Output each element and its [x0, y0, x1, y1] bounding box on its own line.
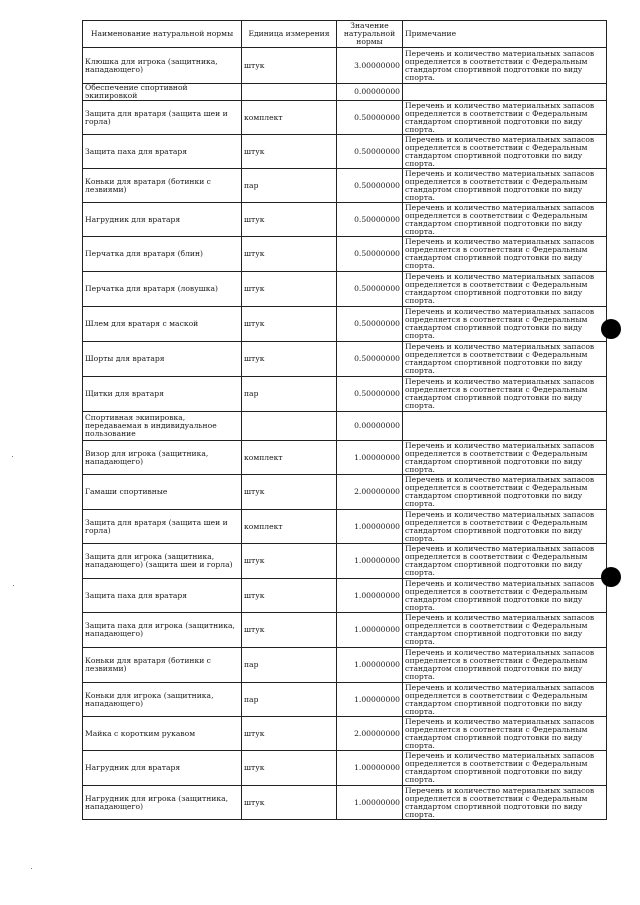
value-cell: 1.00000000	[337, 510, 403, 544]
unit-cell: комплект	[242, 441, 337, 475]
table-row	[83, 203, 607, 237]
unit-cell: штук	[242, 237, 337, 272]
unit-cell: штук	[242, 272, 337, 307]
unit-cell: пар	[242, 648, 337, 683]
table-row	[83, 751, 607, 786]
table-row	[83, 579, 607, 613]
table-row	[83, 441, 607, 475]
name-cell: Перчатка для вратаря (блин)	[83, 237, 242, 272]
value-cell: 0.50000000	[337, 377, 403, 412]
name-cell: Защита паха для вратаря	[83, 135, 242, 169]
table-row	[83, 717, 607, 751]
note-cell: Перечень и количество материальных запасов определяется в соответствии с Федеральным стандартом спортивной подготовки по виду спорта.	[403, 307, 607, 342]
note-cell: Перечень и количество материальных запасов определяется в соответствии с Федеральным стандартом спортивной подготовки по виду спорта.	[403, 135, 607, 169]
note-cell: Перечень и количество материальных запасов определяется в соответствии с Федеральным стандартом спортивной подготовки по виду спорта.	[403, 441, 607, 475]
note-cell: Перечень и количество материальных запасов определяется в соответствии с Федеральным стандартом спортивной подготовки по виду спорта.	[403, 101, 607, 135]
value-cell: 0.50000000	[337, 203, 403, 237]
unit-cell: пар	[242, 377, 337, 412]
table-row	[83, 237, 607, 272]
note-cell: Перечень и количество материальных запасов определяется в соответствии с Федеральным стандартом спортивной подготовки по виду спорта.	[403, 544, 607, 579]
note-cell: Перечень и количество материальных запасов определяется в соответствии с Федеральным стандартом спортивной подготовки по виду спорта.	[403, 786, 607, 820]
unit-cell: штук	[242, 717, 337, 751]
name-cell: Майка с коротким рукавом	[83, 717, 242, 751]
table-row	[83, 272, 607, 307]
note-cell: Перечень и количество материальных запасов определяется в соответствии с Федеральным стандартом спортивной подготовки по виду спорта.	[403, 48, 607, 84]
name-cell: Шорты для вратаря	[83, 342, 242, 377]
name-cell: Шлем для вратаря с маской	[83, 307, 242, 342]
table-row	[83, 683, 607, 717]
name-cell: Клюшка для игрока (защитника, нападающего)	[83, 48, 242, 84]
table-row	[83, 510, 607, 544]
table-row	[83, 169, 607, 203]
table-row	[83, 648, 607, 683]
note-cell: Перечень и количество материальных запасов определяется в соответствии с Федеральным стандартом спортивной подготовки по виду спорта.	[403, 272, 607, 307]
value-cell: 1.00000000	[337, 544, 403, 579]
value-cell: 0.00000000	[337, 412, 403, 441]
note-cell: Перечень и количество материальных запасов определяется в соответствии с Федеральным стандартом спортивной подготовки по виду спорта.	[403, 342, 607, 377]
name-cell: Коньки для вратаря (ботинки с лезвиями)	[83, 648, 242, 683]
value-cell: 2.00000000	[337, 717, 403, 751]
value-cell: 1.00000000	[337, 613, 403, 648]
unit-cell: комплект	[242, 510, 337, 544]
value-cell: 0.50000000	[337, 237, 403, 272]
name-cell: Нагрудник для вратаря	[83, 751, 242, 786]
name-cell: Защита паха для игрока (защитника, нападающего)	[83, 613, 242, 648]
unit-cell: штук	[242, 786, 337, 820]
value-cell: 0.50000000	[337, 101, 403, 135]
header-name: Наименование натуральной нормы	[83, 21, 242, 48]
note-cell: Перечень и количество материальных запасов определяется в соответствии с Федеральным стандартом спортивной подготовки по виду спорта.	[403, 377, 607, 412]
name-cell: Коньки для игрока (защитника, нападающего)	[83, 683, 242, 717]
unit-cell: штук	[242, 307, 337, 342]
header-value: Значение натуральной нормы	[337, 21, 403, 48]
table-row	[83, 307, 607, 342]
value-cell: 0.50000000	[337, 307, 403, 342]
value-cell: 0.50000000	[337, 135, 403, 169]
unit-cell: комплект	[242, 101, 337, 135]
note-cell: Перечень и количество материальных запасов определяется в соответствии с Федеральным стандартом спортивной подготовки по виду спорта.	[403, 613, 607, 648]
unit-cell	[242, 412, 337, 441]
note-cell: Перечень и количество материальных запасов определяется в соответствии с Федеральным стандартом спортивной подготовки по виду спорта.	[403, 475, 607, 510]
note-cell	[403, 412, 607, 441]
table-row	[83, 377, 607, 412]
note-cell: Перечень и количество материальных запасов определяется в соответствии с Федеральным стандартом спортивной подготовки по виду спорта.	[403, 169, 607, 203]
scan-speck	[31, 868, 32, 869]
value-cell: 0.50000000	[337, 169, 403, 203]
unit-cell: штук	[242, 48, 337, 84]
value-cell: 1.00000000	[337, 579, 403, 613]
unit-cell: штук	[242, 342, 337, 377]
note-cell: Перечень и количество материальных запасов определяется в соответствии с Федеральным стандартом спортивной подготовки по виду спорта.	[403, 717, 607, 751]
value-cell: 0.00000000	[337, 84, 403, 101]
name-cell: Визор для игрока (защитника, нападающего)	[83, 441, 242, 475]
name-cell: Защита паха для вратаря	[83, 579, 242, 613]
name-cell: Нагрудник для вратаря	[83, 203, 242, 237]
unit-cell: штук	[242, 579, 337, 613]
name-cell: Нагрудник для игрока (защитника, нападающего)	[83, 786, 242, 820]
table-header-row	[83, 21, 607, 48]
note-cell: Перечень и количество материальных запасов определяется в соответствии с Федеральным стандартом спортивной подготовки по виду спорта.	[403, 683, 607, 717]
unit-cell	[242, 84, 337, 101]
note-cell: Перечень и количество материальных запасов определяется в соответствии с Федеральным стандартом спортивной подготовки по виду спорта.	[403, 510, 607, 544]
table-row	[83, 101, 607, 135]
note-cell: Перечень и количество материальных запасов определяется в соответствии с Федеральным стандартом спортивной подготовки по виду спорта.	[403, 751, 607, 786]
scan-speck	[13, 585, 14, 586]
value-cell: 1.00000000	[337, 648, 403, 683]
note-cell: Перечень и количество материальных запасов определяется в соответствии с Федеральным стандартом спортивной подготовки по виду спорта.	[403, 648, 607, 683]
value-cell: 3.00000000	[337, 48, 403, 84]
unit-cell: штук	[242, 203, 337, 237]
value-cell: 2.00000000	[337, 475, 403, 510]
value-cell: 0.50000000	[337, 272, 403, 307]
value-cell: 1.00000000	[337, 683, 403, 717]
table-row	[83, 786, 607, 820]
punch-hole-upper	[601, 319, 621, 339]
name-cell: Щитки для вратаря	[83, 377, 242, 412]
unit-cell: пар	[242, 169, 337, 203]
table-row	[83, 613, 607, 648]
name-cell: Защита для вратаря (защита шеи и горла)	[83, 101, 242, 135]
name-cell: Защита для игрока (защитника, нападающего) (защита шеи и горла)	[83, 544, 242, 579]
value-cell: 1.00000000	[337, 441, 403, 475]
scan-speck	[12, 456, 13, 457]
punch-hole-lower	[601, 567, 621, 587]
value-cell: 0.50000000	[337, 342, 403, 377]
table-row	[83, 342, 607, 377]
unit-cell: штук	[242, 475, 337, 510]
table-row	[83, 84, 607, 101]
header-unit: Единица измерения	[242, 21, 337, 48]
note-cell: Перечень и количество материальных запасов определяется в соответствии с Федеральным стандартом спортивной подготовки по виду спорта.	[403, 579, 607, 613]
value-cell: 1.00000000	[337, 751, 403, 786]
table-row	[83, 48, 607, 84]
value-cell: 1.00000000	[337, 786, 403, 820]
name-cell: Коньки для вратаря (ботинки с лезвиями)	[83, 169, 242, 203]
note-cell: Перечень и количество материальных запасов определяется в соответствии с Федеральным стандартом спортивной подготовки по виду спорта.	[403, 203, 607, 237]
name-cell: Спортивная экипировка, передаваемая в индивидуальное пользование	[83, 412, 242, 441]
name-cell: Защита для вратаря (защита шеи и горла)	[83, 510, 242, 544]
norms-table	[82, 20, 607, 820]
unit-cell: штук	[242, 135, 337, 169]
name-cell: Обеспечение спортивной экипировкой	[83, 84, 242, 101]
unit-cell: пар	[242, 683, 337, 717]
unit-cell: штук	[242, 613, 337, 648]
table-row	[83, 475, 607, 510]
table-row	[83, 412, 607, 441]
table-row	[83, 135, 607, 169]
note-cell: Перечень и количество материальных запасов определяется в соответствии с Федеральным стандартом спортивной подготовки по виду спорта.	[403, 237, 607, 272]
name-cell: Перчатка для вратаря (ловушка)	[83, 272, 242, 307]
name-cell: Гамаши спортивные	[83, 475, 242, 510]
header-note: Примечание	[403, 21, 607, 48]
table-body	[83, 48, 607, 820]
table-row	[83, 544, 607, 579]
unit-cell: штук	[242, 544, 337, 579]
unit-cell: штук	[242, 751, 337, 786]
note-cell	[403, 84, 607, 101]
